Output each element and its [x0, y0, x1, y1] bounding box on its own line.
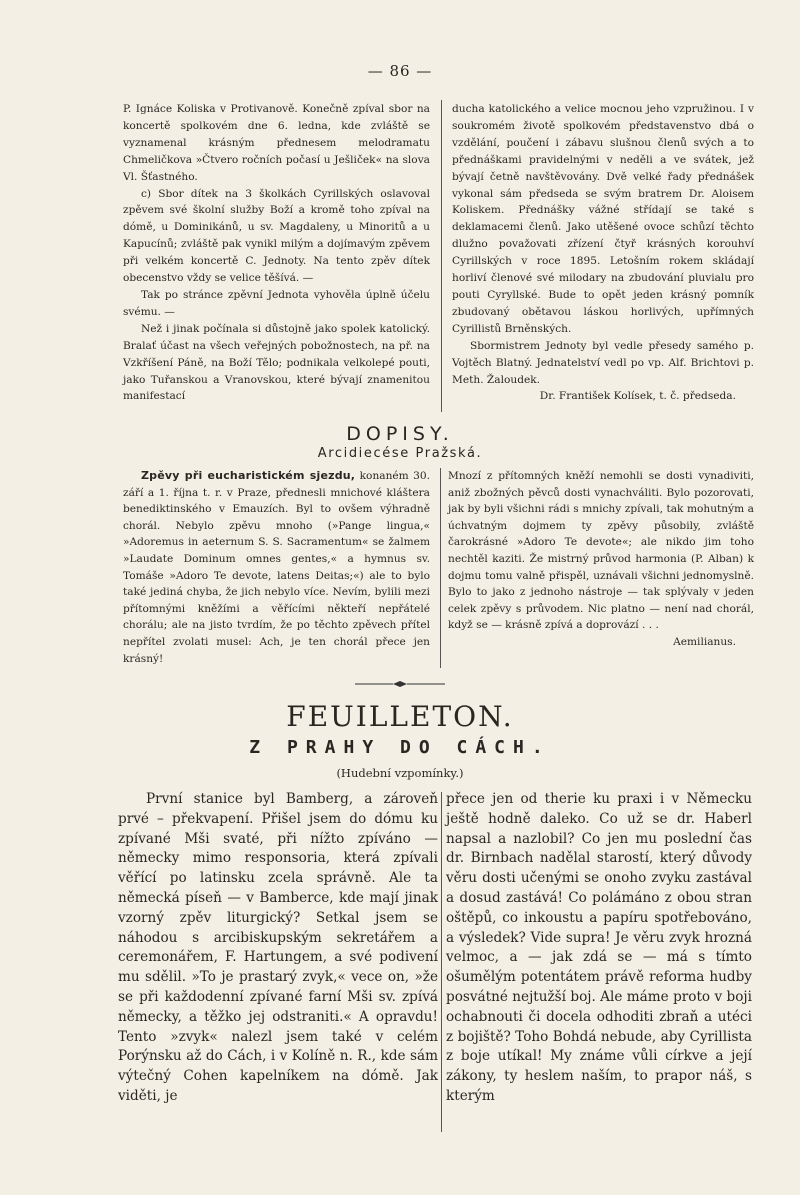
paragraph: ducha katolického a velice mocnou jeho vzpružinou. I v soukromém životě spolkovém představenstvo dbá o vzdělání, poučení i zábavu slušnou členů svých a to přednáškami pravidelnými v neděli a ve svátek, jež bývají četně navštěvovány. Dvě velké řady přednášek vykonal sám předseda se svým bratrem Dr. Aloisem Koliskem. Přednášky vážné střídají se také s deklamacemi členů. Jako utěšené ovoce schůzí těchto dlužno považovati zřízení čtyř krásných korouhví Cyrillských v roce 1895. Letošním rokem skládají horliví členové své milodary na zbudování pluvialu pro pouti Cyryllské. Bude to opět jeden krásný pomník zbudovaný obětavou láskou horlivých, upřímných Cyrillistů Brněnských. — [452, 103, 754, 335]
paragraph-text: konaném 30. září a 1. října t. r. v Praze, přednesli mnichové kláštera benediktinského v Emauzích. Byl to ovšem výhradně chorál. Nebylo zpěvu mnoho (»Pange lingua,« »Adoremus in aeternum S. S. Sacramentum« se žalmem »Laudate Dominum omnes gentes,« a hymnus sv. Tomáše »Adoro Te devote, latens Deitas;«) ale to bylo také jediná chyba, že jich nebylo více. Nevím, bylili mezi přítomnými kněžími a věřícími někteří nepřátelé chorálu; ale na jisto tvrdím, že po těchto zpěvech přítel nepřítel zvolati musel: Ach, je ten chorál přece jen krásný! — [123, 470, 431, 665]
section-heading: DOPISY. — [346, 423, 454, 445]
ornament-divider-icon — [355, 680, 445, 688]
paragraph: Sbormistrem Jednoty byl vedle přesedy samého p. Vojtěch Blatný. Jednatelství vedl po vp. Alf. Brichtovi p. Meth. Žaloudek. — [452, 339, 754, 386]
bottom-right-column — [446, 790, 752, 1107]
paragraph — [123, 468, 430, 667]
column-divider — [441, 792, 442, 1132]
feuilleton-note: (Hudební vzpomínky.) — [336, 766, 464, 780]
lead-in: Zpěvy při eucharistickém sjezdu, — [141, 469, 356, 482]
feuilleton-subtitle: Z PRAHY DO CÁCH. — [249, 737, 551, 758]
paragraph: c) Sbor dítek na 3 školkách Cyrillských oslavoval zpěvem své školní služby Boží a kromě toho zpíval na dómě, u Dominikánů, u sv. Magdaleny, u Minoritů a u Kapucínů; zvláště pak vynikl milým a dojímavým zpěvem při velkém koncertě C. Jednoty. Na tento zpěv dítek obecenstvo vždy se velice těšívá. — — [123, 187, 430, 285]
paragraph: Než i jinak počínala si důstojně jako spolek katolický. Bralať účast na všech veřejných pobožnostech, na př. na Vzkříšení Páně, na Boží Tělo; podnikala velkolepé pouti, jako Tuřanskou a Vranovskou, které bývají znamenitou manifestací — [123, 322, 430, 403]
bottom-left-column — [118, 790, 438, 1107]
page-number: — 86 — — [367, 62, 433, 80]
column-divider — [441, 100, 442, 412]
feuilleton-title: FEUILLETON. — [286, 700, 514, 733]
paragraph: přece jen od therie ku praxi i v Německu ještě hodně daleko. Co už se dr. Haberl napsal a nazlobil? Co jen mu poslední čas dr. Birnbach nadělal starostí, který důvody věru dosti učenými se onoho zvyku zastával a dosud zastává! Co polámáno z obou stran oštěpů, co inkoustu a papíru spotřebováno, a výsledek? Vide supra! Je věru zvyk hrozná velmoc, a — jak zdá se — má s tímto ošumělým potentátem právě reforma hudby posvátné nejtužší boj. Ale máme proto v boji ochabnouti či docela odhoditi zbraň a utéci z bojiště? Toho Bohdá nebude, aby Cyrillista z boje utíkal! My známe vůli církve a její zákony, ty heslem naším, to prapor náš, s kterým — [446, 791, 752, 1104]
paragraph: Mnozí z přítomných kněží nemohli se dosti vynadiviti, aniž zbožných pěvců dosti vynachváliti. Bylo pozorovati, jak by byli všichni rádi s mnichy zpívali, tak mohutným a úchvatným dojmem ty zpěvy působily, zvláště čarokrásné »Adoro Te devote«; ale nikdo jim toho nechtěl kaziti. Že mistrný průvod harmonia (P. Alban) k dojmu tomu valně přispěl, uznávali všichni jednomyslně. Bylo to jako z jednoho nástroje — tak splývaly v jeden celek zpěvy s průvodem. Nic platno — není nad chorál, když se — krásně zpívá a doprovází . . . — [448, 470, 754, 632]
mid-left-column — [123, 468, 430, 667]
paragraph: Tak po stránce zpěvní Jednota vyhověla úplně účelu svému. — — [123, 288, 430, 318]
paragraph: P. Ignáce Koliska v Protivanově. Konečně zpíval sbor na koncertě spolkovém dne 6. ledna, kde zvláště se vyznamenal krásným přednesem melodramatu Chmeličkova »Čtvero ročních počasí u Ješliček« na slova Vl. Šťastného. — [123, 103, 430, 183]
column-divider — [440, 468, 441, 668]
section-subheading: Arcidiecése Pražská. — [317, 446, 483, 461]
paragraph: První stanice byl Bamberg, a zároveň prvé – překvapení. Přišel jsem do dómu ku zpívané Mši svaté, při nížto zpíváno — německy mimo responsoria, která zpívali věřící po latinsku zcela správně. Ale ta německá píseň — v Bamberce, kde mají jinak vzorný zpěv liturgický? Setkal jsem se náhodou s arcibiskupským sekretářem a ceremonářem, F. Hartungem, a své podivení mu sdělil. »To je prastarý zvyk,« vece on, »že se při každodenní zpívané farní Mši sv. zpívá německy, a těžko jej odstraniti.« A opravdu! Tento »zvyk« nalezl jsem také v celém Porýnsku až do Cách, i v Kolíně n. R., kde sám výtečný Cohen kapelníkem na dómě. Jak viděti, je — [118, 791, 438, 1104]
mid-right-column — [448, 468, 754, 651]
top-right-column — [452, 101, 754, 405]
signature: Aemilianus. — [673, 635, 736, 648]
signature: Dr. František Kolísek, t. č. předseda. — [539, 390, 736, 403]
top-left-column — [123, 101, 430, 405]
